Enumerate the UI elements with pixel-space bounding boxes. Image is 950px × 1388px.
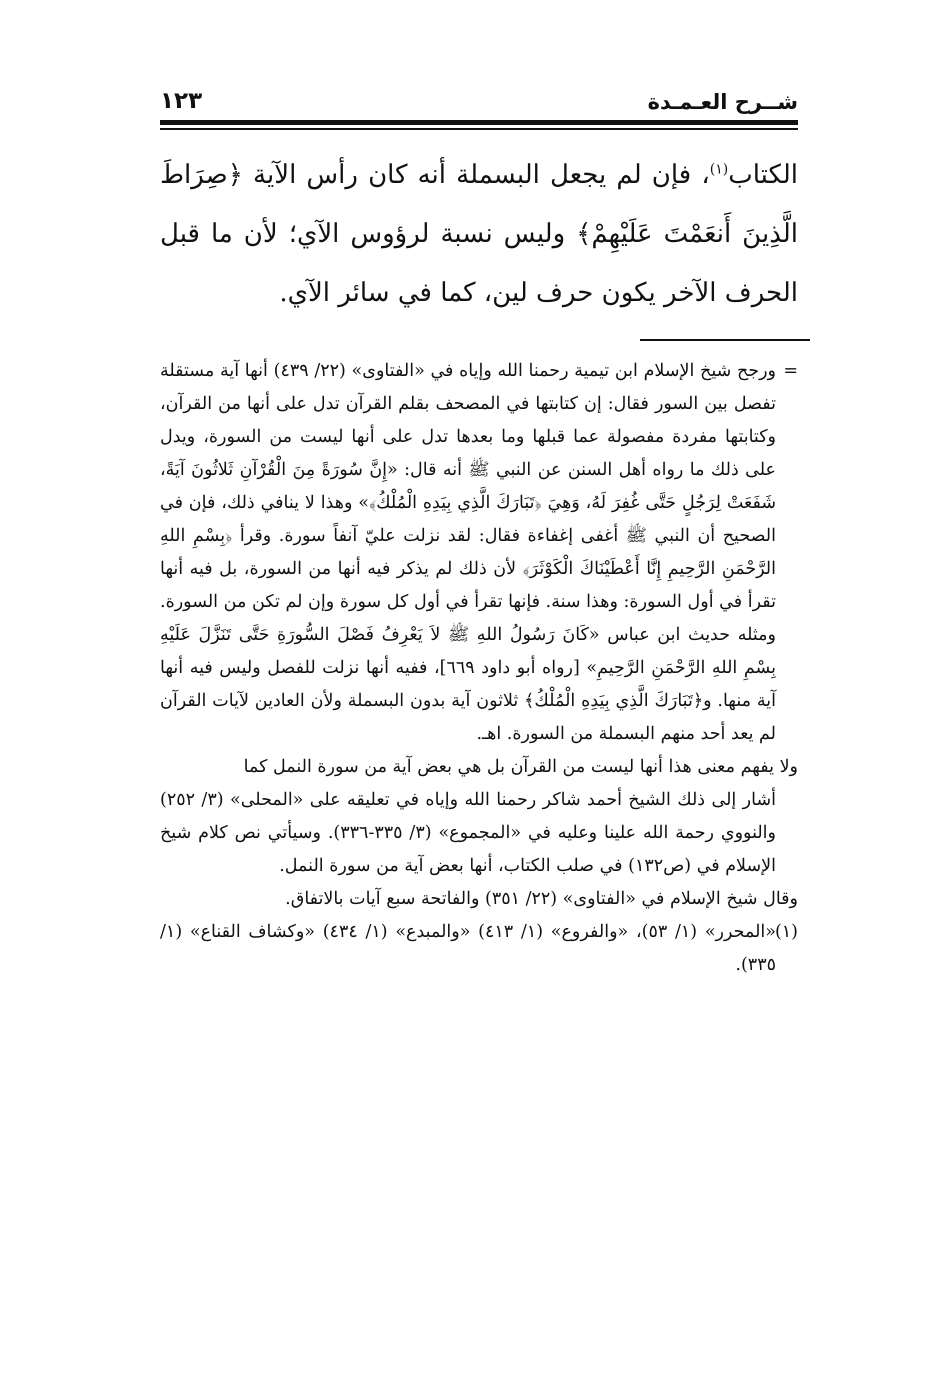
footnote-continuation <box>160 355 798 751</box>
footnote-fatiha-line: وقال شيخ الإسلام في «الفتاوى» (٢٢/ ٣٥١) والفاتحة سبع آيات بالاتفاق. <box>285 889 798 909</box>
continuation-marker: = <box>783 361 798 381</box>
footnote-1-text: «المحرر» (١/ ٥٣)، «والفروع» (١/ ٤١٣) «والمبدع» (١/ ٤٣٤) «وكشاف القناع» (١/ ٣٣٥). <box>160 922 776 975</box>
footnote-1 <box>160 916 798 982</box>
header-rule-thin <box>160 128 798 130</box>
main-text <box>160 146 798 323</box>
footnote-separator <box>640 339 810 341</box>
page-number: ١٢٣ <box>160 88 203 114</box>
footnote-note-first-line: ولا يفهم معنى هذا أنها ليست من القرآن بل هي بعض آية من سورة النمل كما <box>243 757 798 777</box>
main-paragraph-start: الكتاب <box>728 160 798 190</box>
page-header <box>160 84 798 124</box>
running-title: شــرح العـمـدة <box>647 90 798 114</box>
header-rule-thick <box>160 120 798 125</box>
main-paragraph-rest: ، فإن لم يجعل البسملة أنه كان رأس الآية ﴿صِرَاطَ الَّذِينَ أَنعَمْتَ عَلَيْهِمْ﴾ وليس نسبة لرؤوس الآي؛ لأن ما قبل الحرف الآخر يكون حرف لين، كما في سائر الآي. <box>160 160 798 308</box>
footnote-reference: (١) <box>709 161 729 178</box>
footnote-note-rest: أشار إلى ذلك الشيخ أحمد شاكر رحمنا الله وإياه في تعليقه على «المحلى» (٣/ ٢٥٢) والنووي رحمة الله علينا وعليه في «المجموع» (٣/ ٣٣٥-٣٣٦). وسيأتي نص كلام شيخ الإسلام في (ص١٣٢) في صلب الكتاب، أنها بعض آية من سورة النمل. <box>160 790 776 876</box>
continuation-text: ورجح شيخ الإسلام ابن تيمية رحمنا الله وإياه في «الفتاوى» (٢٢/ ٤٣٩) أنها آية مستقلة تفصل بين السور فقال: إن كتابتها في المصحف بقلم القرآن تدل على أنها من القرآن، وكتابتها مفردة مفصولة عما قبلها وما بعدها تدل على أنها ليست من السورة، ويدل على ذلك ما رواه أهل السنن عن النبي ﷺ أنه قال: «إِنَّ سُورَةً مِنَ الْقُرْآنِ ثَلاثُونَ آيَةً، شَفَعَتْ لِرَجُلٍ حَتَّى غُفِرَ لَهُ، وَهِيَ ﴿تَبَارَكَ الَّذِي بِيَدِهِ الْمُلْكُ﴾» وهذا لا ينافي ذلك، فإن في الصحيح أن النبي ﷺ أغفى إغفاءة فقال: لقد نزلت عليّ آنفاً سورة. وقرأ ﴿بِسْمِ اللهِ الرَّحْمَنِ الرَّحِيمِ إِنَّا أَعْطَيْنَاكَ الْكَوْثَرَ﴾ لأن ذلك لم يذكر فيه أنها من السورة، بل فيه أنها تقرأ في أول السورة: وهذا سنة. فإنها تقرأ في أول كل سورة وإن لم تكن من السورة. ومثله حديث ابن عباس «كَانَ رَسُولُ اللهِ ﷺ لاَ يَعْرِفُ فَصْلَ السُّورَةِ حَتَّى تَنَزَّلَ عَلَيْهِ بِسْمِ اللهِ الرَّحْمَنِ الرَّحِيمِ» [رواه أبو داود ٦٦٩]، ففيه أنها نزلت للفصل وليس فيه أنها آية منها. و﴿تَبَارَكَ الَّذِي بِيَدِهِ الْمُلْكُ﴾ ثلاثون آية بدون البسملة ولأن العادين لآيات القرآن لم يعد أحد منهم البسملة من السورة. اهـ. <box>160 361 776 744</box>
main-paragraph <box>160 146 798 323</box>
footnote-1-number: (١) <box>774 922 798 942</box>
footnotes-section <box>160 355 798 982</box>
